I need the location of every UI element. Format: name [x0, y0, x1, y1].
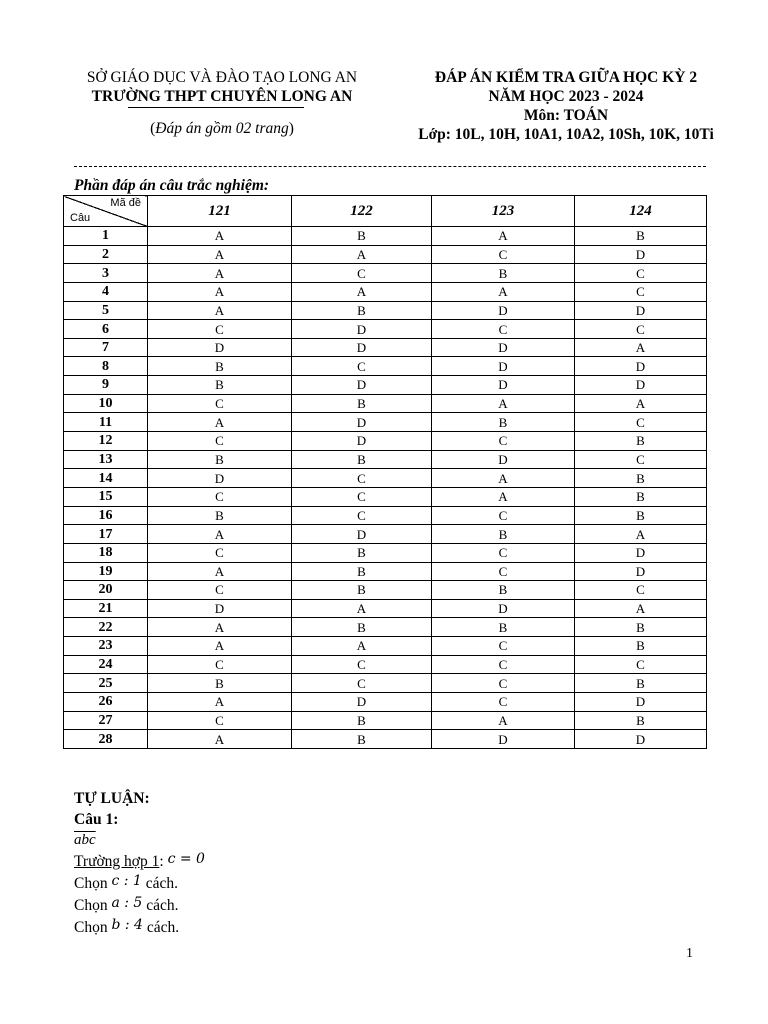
table-row [64, 599, 707, 618]
answer-cell: B [432, 264, 575, 283]
answer-cell: A [148, 227, 292, 246]
answer-cell: B [432, 525, 575, 544]
question-number-cell: 1 [64, 227, 148, 246]
answer-cell: C [432, 320, 575, 339]
table-row [64, 562, 707, 581]
answer-cell: B [575, 227, 707, 246]
answer-cell: D [575, 543, 707, 562]
answer-cell: D [575, 562, 707, 581]
answer-cell: A [432, 469, 575, 488]
answer-cell: B [575, 487, 707, 506]
question-number-cell: 10 [64, 394, 148, 413]
answer-cell: B [432, 581, 575, 600]
question-number-cell: 4 [64, 282, 148, 301]
answer-cell: C [292, 506, 432, 525]
choice-math: c : 1 [111, 873, 142, 889]
answer-cell: B [292, 581, 432, 600]
answer-cell: C [575, 581, 707, 600]
question-number-cell: 14 [64, 469, 148, 488]
exam-code-header: 124 [575, 196, 707, 227]
answer-cell: D [432, 338, 575, 357]
answer-cell: D [432, 599, 575, 618]
answer-cell: D [432, 301, 575, 320]
question-label: Câu [70, 212, 91, 224]
table-row [64, 543, 707, 562]
question-number-cell: 28 [64, 730, 148, 749]
answer-cell: C [432, 674, 575, 693]
table-row [64, 301, 707, 320]
answer-cell: B [292, 450, 432, 469]
answer-cell: C [432, 562, 575, 581]
question-number-cell: 20 [64, 581, 148, 600]
answer-cell: D [432, 376, 575, 395]
answer-cell: C [432, 637, 575, 656]
page-count-note: (Đáp án gồm 02 trang) [150, 120, 294, 137]
answer-cell: A [148, 693, 292, 712]
table-row [64, 674, 707, 693]
answer-cell: C [292, 674, 432, 693]
case-1-label: Trường hợp 1 [74, 853, 160, 870]
question-number-cell: 16 [64, 506, 148, 525]
answer-cell: C [432, 543, 575, 562]
answer-cell: A [432, 487, 575, 506]
header-left [62, 68, 382, 138]
document-title: ĐÁP ÁN KIỂM TRA GIỮA HỌC KỲ 2 [434, 69, 698, 86]
answer-cell: B [148, 376, 292, 395]
question-number-cell: 18 [64, 543, 148, 562]
answer-cell: B [148, 674, 292, 693]
choice-line: Chọn b : 4 cách. [74, 917, 180, 936]
choice-math: b : 4 [111, 917, 143, 933]
answer-cell: D [575, 301, 707, 320]
answer-cell: C [432, 655, 575, 674]
answer-cell: B [575, 637, 707, 656]
answer-cell: D [292, 432, 432, 451]
answer-cell: C [575, 320, 707, 339]
question-number-cell: 27 [64, 711, 148, 730]
answer-cell: A [432, 227, 575, 246]
answer-table [63, 195, 707, 749]
answer-cell: D [292, 338, 432, 357]
table-row [64, 338, 707, 357]
page-number: 1 [686, 946, 693, 961]
answer-cell: D [575, 245, 707, 264]
exam-code-header: 123 [432, 196, 575, 227]
answer-cell: A [148, 301, 292, 320]
table-row [64, 730, 707, 749]
answer-cell: A [432, 711, 575, 730]
question-number-cell: 9 [64, 376, 148, 395]
table-row [64, 227, 707, 246]
answer-cell: A [148, 637, 292, 656]
question-number-cell: 19 [64, 562, 148, 581]
answer-cell: A [575, 338, 707, 357]
answer-cell: D [575, 357, 707, 376]
answer-cell: D [148, 599, 292, 618]
table-row [64, 637, 707, 656]
answer-cell: C [575, 450, 707, 469]
answer-cell: A [148, 618, 292, 637]
answer-cell: C [148, 655, 292, 674]
case-1-line: Trường hợp 1: c = 0 [74, 851, 205, 870]
answer-cell: B [575, 674, 707, 693]
exam-code-header: 122 [292, 196, 432, 227]
answer-cell: B [148, 357, 292, 376]
answer-cell: A [148, 525, 292, 544]
answer-cell: D [292, 320, 432, 339]
subject: Môn: TOÁN [523, 107, 609, 124]
answer-cell: A [292, 282, 432, 301]
answer-cell: C [292, 655, 432, 674]
exam-code-label: Mã đề [110, 197, 141, 209]
mcq-section-title: Phần đáp án câu trắc nghiệm: [74, 177, 270, 194]
answer-cell: C [148, 432, 292, 451]
question-number-cell: 24 [64, 655, 148, 674]
school-year: NĂM HỌC 2023 - 2024 [488, 88, 644, 105]
answer-cell: C [148, 543, 292, 562]
table-row [64, 245, 707, 264]
answer-cell: B [292, 562, 432, 581]
table-row [64, 506, 707, 525]
table-row [64, 264, 707, 283]
class-list: Lớp: 10L, 10H, 10A1, 10A2, 10Sh, 10K, 10Ti [418, 126, 714, 143]
school-name: TRƯỜNG THPT CHUYÊN LONG AN [91, 88, 353, 105]
answer-cell: C [575, 282, 707, 301]
answer-cell: A [575, 394, 707, 413]
answer-cell: A [148, 264, 292, 283]
answer-cell: A [148, 730, 292, 749]
answer-cell: A [148, 562, 292, 581]
answer-cell: C [148, 711, 292, 730]
answer-cell: C [148, 394, 292, 413]
answer-cell: B [575, 711, 707, 730]
answer-cell: C [292, 487, 432, 506]
answer-cell: A [148, 282, 292, 301]
header-right [394, 68, 738, 144]
answer-cell: D [292, 376, 432, 395]
question-number-cell: 13 [64, 450, 148, 469]
answer-cell: C [148, 487, 292, 506]
answer-cell: C [292, 357, 432, 376]
question-1-label: Câu 1: [74, 811, 119, 828]
essay-title: TỰ LUẬN: [74, 790, 150, 807]
answer-cell: D [432, 730, 575, 749]
table-row [64, 693, 707, 712]
table-row [64, 320, 707, 339]
answer-cell: A [292, 245, 432, 264]
answer-cell: A [148, 245, 292, 264]
answer-cell: D [292, 693, 432, 712]
answer-cell: A [432, 394, 575, 413]
answer-cell: B [148, 450, 292, 469]
choice-line: Chọn c : 1 cách. [74, 873, 178, 892]
question-number-cell: 3 [64, 264, 148, 283]
answer-cell: D [148, 338, 292, 357]
answer-cell: C [432, 693, 575, 712]
answer-cell: A [292, 637, 432, 656]
question-number-cell: 26 [64, 693, 148, 712]
answer-cell: B [575, 469, 707, 488]
answer-cell: B [575, 432, 707, 451]
table-row [64, 469, 707, 488]
dashed-divider [74, 166, 706, 167]
answer-cell: D [575, 693, 707, 712]
corner-header-cell [64, 196, 148, 227]
answer-cell: B [432, 618, 575, 637]
essay-section [74, 788, 205, 939]
answer-cell: D [432, 357, 575, 376]
table-row [64, 413, 707, 432]
answer-cell: B [292, 227, 432, 246]
answer-cell: D [575, 730, 707, 749]
answer-cell: C [432, 245, 575, 264]
question-number-cell: 8 [64, 357, 148, 376]
table-row [64, 655, 707, 674]
answer-cell: D [148, 469, 292, 488]
table-row [64, 282, 707, 301]
answer-cell: B [432, 413, 575, 432]
answer-table-body [64, 227, 707, 749]
question-number-cell: 22 [64, 618, 148, 637]
school-underline [128, 107, 304, 108]
answer-cell: C [432, 432, 575, 451]
answer-cell: B [292, 543, 432, 562]
answer-cell: B [292, 394, 432, 413]
table-row [64, 581, 707, 600]
answer-cell: C [432, 506, 575, 525]
answer-cell: B [575, 618, 707, 637]
table-row [64, 618, 707, 637]
answer-cell: B [575, 506, 707, 525]
answer-cell: D [575, 376, 707, 395]
answer-cell: B [148, 506, 292, 525]
table-row [64, 432, 707, 451]
answer-cell: C [148, 320, 292, 339]
answer-cell: D [292, 525, 432, 544]
answer-cell: A [292, 599, 432, 618]
answer-cell: C [575, 413, 707, 432]
table-row [64, 487, 707, 506]
answer-cell: B [292, 301, 432, 320]
answer-cell: C [575, 655, 707, 674]
question-number-cell: 17 [64, 525, 148, 544]
answer-cell: D [292, 413, 432, 432]
table-row [64, 376, 707, 395]
choice-line: Chọn a : 5 cách. [74, 895, 179, 914]
answer-cell: A [432, 282, 575, 301]
question-number-cell: 12 [64, 432, 148, 451]
answer-cell: B [292, 730, 432, 749]
question-number-cell: 5 [64, 301, 148, 320]
table-row [64, 450, 707, 469]
department-name: SỞ GIÁO DỤC VÀ ĐÀO TẠO LONG AN [86, 69, 358, 86]
question-number-cell: 7 [64, 338, 148, 357]
table-row [64, 525, 707, 544]
answer-cell: A [575, 599, 707, 618]
table-row [64, 357, 707, 376]
answer-cell: C [292, 264, 432, 283]
question-number-cell: 15 [64, 487, 148, 506]
answer-cell: C [148, 581, 292, 600]
answer-table-header [64, 196, 707, 227]
question-number-cell: 11 [64, 413, 148, 432]
answer-cell: B [292, 711, 432, 730]
case-1-math: c = 0 [167, 851, 205, 867]
answer-cell: B [292, 618, 432, 637]
answer-cell: A [148, 413, 292, 432]
table-row [64, 394, 707, 413]
exam-code-header: 121 [148, 196, 292, 227]
table-row [64, 711, 707, 730]
question-number-cell: 6 [64, 320, 148, 339]
question-number-cell: 25 [64, 674, 148, 693]
question-number-cell: 2 [64, 245, 148, 264]
choice-math: a : 5 [111, 895, 143, 911]
number-notation: $\overline{abc}$ [74, 832, 96, 848]
answer-cell: D [432, 450, 575, 469]
answer-cell: A [575, 525, 707, 544]
answer-cell: C [575, 264, 707, 283]
answer-cell: C [292, 469, 432, 488]
question-number-cell: 23 [64, 637, 148, 656]
question-number-cell: 21 [64, 599, 148, 618]
